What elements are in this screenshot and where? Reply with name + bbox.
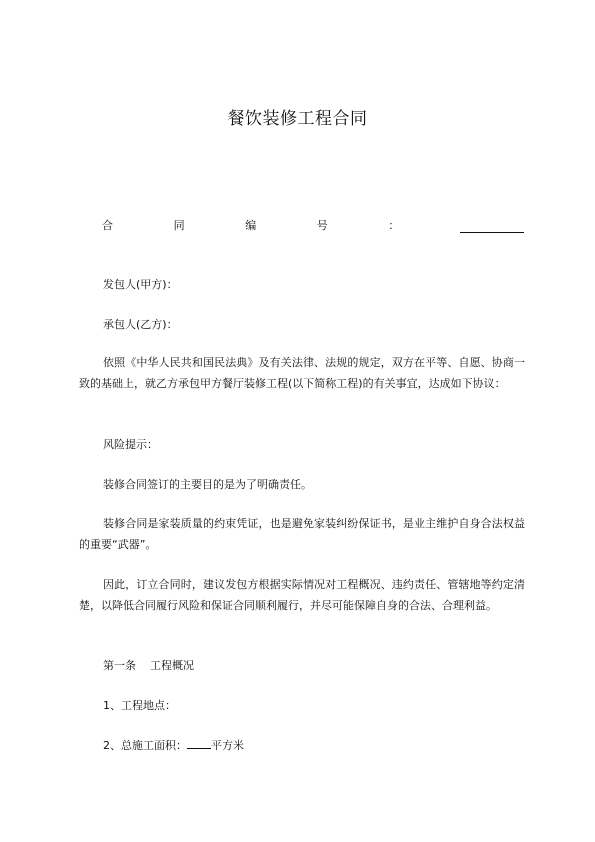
article-1-heading — [79, 655, 525, 676]
contract-number-char: 号 — [316, 219, 328, 232]
contract-number-line — [102, 217, 524, 233]
risk-paragraph-3: 因此，订立合同时，建议发包方根据实际情况对工程概况、违约责任、管辖地等约定清楚，以降低合同履行风险和保证合同顺利履行，并尽可能保障自身的合法、合理利益。 — [79, 578, 525, 612]
risk-paragraph-2: 装修合同是家装质量的约束凭证，也是避免家装纠纷保证书，是业主维护自身合法权益的重要“武器”。 — [79, 517, 525, 551]
contract-number-char: 合 — [102, 219, 113, 232]
document-title: 餐饮装修工程合同 — [227, 109, 368, 129]
contract-number-char: 编 — [245, 219, 257, 232]
area-blank — [187, 736, 211, 749]
item-2-unit: 平方米 — [211, 739, 244, 752]
intro-paragraph: 依照《中华人民共和国民法典》及有关法律、法规的规定，双方在平等、自愿、协商一致的基础上，就乙方承包甲方餐厅装修工程(以下简称工程)的有关事宜，达成如下协议： — [79, 356, 525, 390]
item-1-location: 1、工程地点： — [103, 699, 176, 712]
risk-paragraph-1: 装修合同签订的主要目的是为了明确责任。 — [103, 478, 312, 491]
item-2-prefix: 2、总施工面积： — [103, 739, 187, 752]
item-2-area — [79, 735, 525, 756]
risk-heading: 风险提示： — [103, 438, 158, 451]
party-b-line: 承包人(乙方)： — [103, 318, 178, 331]
contract-number-char: 同 — [173, 219, 185, 232]
article-title: 工程概况 — [150, 659, 194, 672]
contract-number-char: ： — [388, 219, 400, 232]
party-a-line: 发包人(甲方)： — [103, 278, 178, 291]
article-number: 第一条 — [103, 659, 136, 672]
contract-number-blank — [460, 220, 524, 233]
